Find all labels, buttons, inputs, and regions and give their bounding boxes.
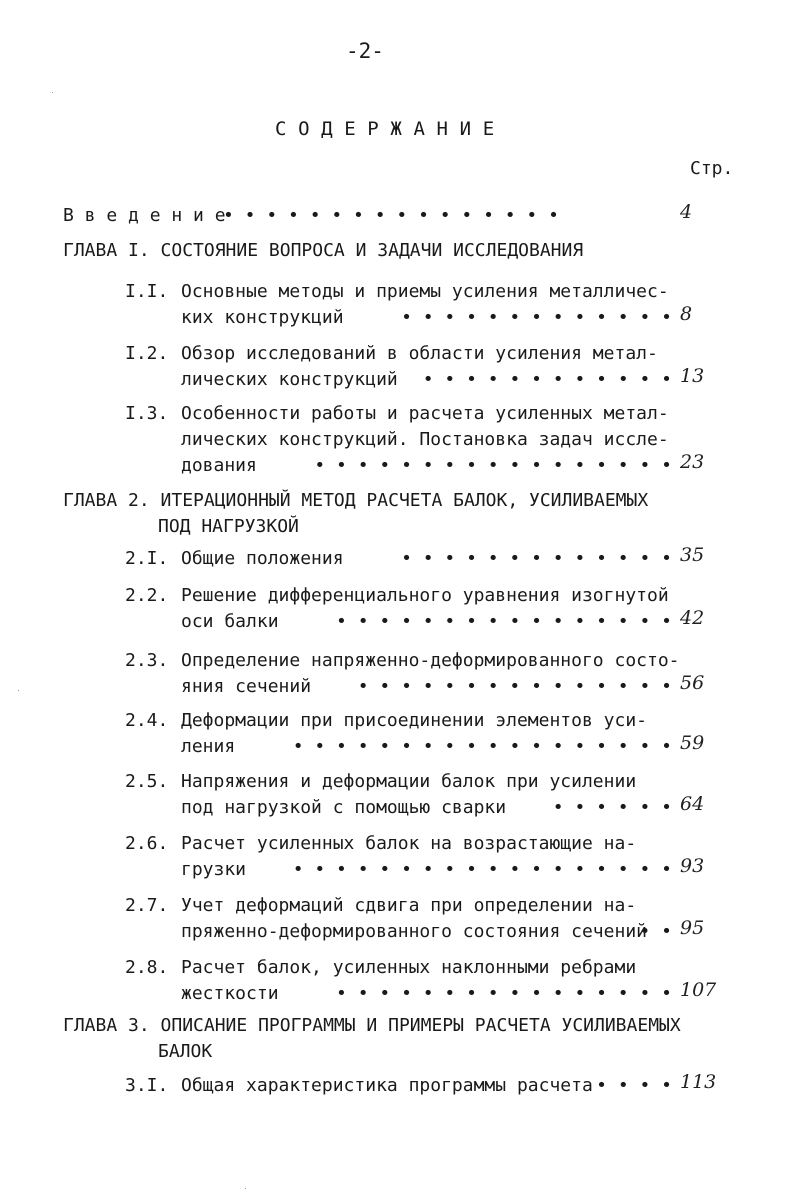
section-title-line: Учет деформаций сдвига при определении на- xyxy=(181,895,637,916)
page-ref: 8 xyxy=(680,303,693,325)
section-number: I.2. xyxy=(125,343,169,364)
leader-dots: • • • • • • • • • • • • • xyxy=(401,548,672,569)
section-number: 2.6. xyxy=(125,833,169,854)
page-ref: 23 xyxy=(680,451,705,473)
section-number: 2.5. xyxy=(125,771,169,792)
section-title-line: ления xyxy=(181,736,236,757)
page-ref: 95 xyxy=(680,917,705,939)
section-number: I.I. xyxy=(125,281,169,302)
section-title-line: Общая характеристика программы расчета xyxy=(181,1075,593,1096)
section-title-line: Особенности работы и расчета усиленных метал- xyxy=(181,403,669,424)
section-title-line: яния сечений xyxy=(181,676,312,697)
section-title-line: ких конструкций xyxy=(181,307,344,328)
section-title-line: под нагрузкой с помощью сварки xyxy=(181,797,507,818)
leader-dots: • • • • • • • • • • • • xyxy=(422,369,672,390)
page-ref: 64 xyxy=(680,793,705,815)
section-title-line: лических конструкций xyxy=(181,369,398,390)
section-number: 2.4. xyxy=(125,710,169,731)
page-ref: 42 xyxy=(680,607,705,629)
section-number: 2.7. xyxy=(125,895,169,916)
page-ref: 107 xyxy=(680,979,717,1001)
section-title-line: Основные методы и приемы усиления металличес- xyxy=(181,281,669,302)
scan-speck xyxy=(52,92,53,93)
section-title-line: Расчет усиленных балок на возрастающие на- xyxy=(181,833,637,854)
section-number: 2.I. xyxy=(125,548,169,569)
leader-dots: • • xyxy=(639,921,672,942)
section-title-line: Обзор исследований в области усиления метал- xyxy=(181,343,658,364)
section-title-line: жесткости xyxy=(181,983,279,1004)
section-title-line: пряженно-деформированного состояния сечений xyxy=(181,921,647,942)
leader-dots: • • • • • • xyxy=(552,797,672,818)
section-title-line: Напряжения и деформации балок при усилении xyxy=(181,771,637,792)
scan-speck xyxy=(18,690,19,691)
leader-dots: • • • • xyxy=(596,1075,672,1096)
page-ref: 59 xyxy=(680,732,705,754)
chapter-heading: ГЛАВА 3. ОПИСАНИЕ ПРОГРАММЫ И ПРИМЕРЫ РАСЧЕТА УСИЛИВАЕМЫХ xyxy=(63,1015,681,1036)
leader-dots: • • • • • • • • • • • • • xyxy=(401,307,672,328)
chapter-heading: ГЛАВА 2. ИТЕРАЦИОННЫЙ МЕТОД РАСЧЕТА БАЛОК, УСИЛИВАЕМЫХ xyxy=(63,490,649,511)
section-number: I.3. xyxy=(125,403,169,424)
leader-dots: • • • • • • • • • • • • • • • • xyxy=(223,205,559,226)
section-number: 2.3. xyxy=(125,650,169,671)
leader-dots: • • • • • • • • • • • • • • • • xyxy=(336,983,672,1004)
leader-dots: • • • • • • • • • • • • • • • • xyxy=(336,611,672,632)
chapter-heading: ГЛАВА I. СОСТОЯНИЕ ВОПРОСА И ЗАДАЧИ ИССЛЕДОВАНИЯ xyxy=(63,240,584,261)
section-number: 2.2. xyxy=(125,585,169,606)
page-ref: 13 xyxy=(680,365,705,387)
section-title-line: Общие положения xyxy=(181,548,344,569)
section-title-line: грузки xyxy=(181,859,247,880)
section-number: 3.I. xyxy=(125,1075,169,1096)
leader-dots: • • • • • • • • • • • • • • • • • xyxy=(314,455,672,476)
section-title-line: лических конструкций. Постановка задач иссле- xyxy=(181,429,669,450)
section-title-line: Решение дифференциального уравнения изогнутой xyxy=(181,585,669,606)
intro-title: В в е д е н и е xyxy=(63,205,226,226)
page-ref: 4 xyxy=(680,201,693,223)
page-ref: 35 xyxy=(680,544,705,566)
leader-dots: • • • • • • • • • • • • • • • • • • xyxy=(292,859,672,880)
page-number: -2- xyxy=(346,39,384,63)
section-title-line: дования xyxy=(181,455,257,476)
page-ref: 113 xyxy=(680,1071,717,1093)
chapter-heading: ПОД НАГРУЗКОЙ xyxy=(158,516,299,537)
page-ref: 93 xyxy=(680,855,705,877)
leader-dots: • • • • • • • • • • • • • • • • • • xyxy=(292,736,672,757)
chapter-heading: БАЛОК xyxy=(158,1041,213,1062)
section-title-line: Определение напряженно-деформированного состо- xyxy=(181,650,680,671)
section-number: 2.8. xyxy=(125,957,169,978)
section-title-line: оси балки xyxy=(181,611,279,632)
page-column-label: Стр. xyxy=(690,158,734,179)
section-title-line: Деформации при присоединении элементов уси- xyxy=(181,710,647,731)
document-title: С О Д Е Р Ж А Н И Е xyxy=(275,118,495,140)
section-title-line: Расчет балок, усиленных наклонными ребрами xyxy=(181,957,637,978)
scan-speck xyxy=(245,1188,246,1189)
leader-dots: • • • • • • • • • • • • • • • xyxy=(357,676,672,697)
page-ref: 56 xyxy=(680,672,705,694)
